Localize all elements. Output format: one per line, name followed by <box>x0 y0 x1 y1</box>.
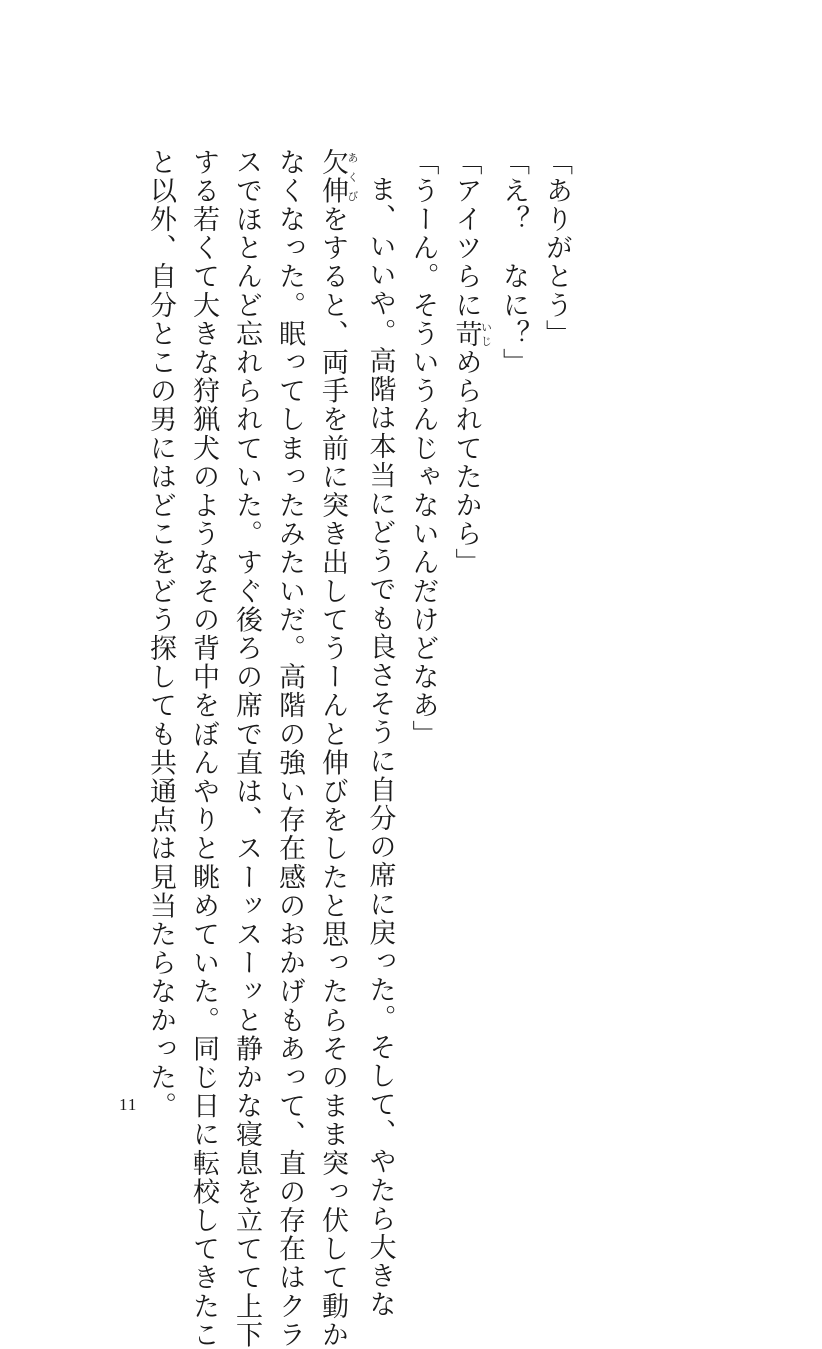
narration-line-2-rest: をすると、両手を前に突き出してうーんと伸びをしたと思ったらそのまま突っ伏して動か <box>317 205 348 1349</box>
narration-line-5: する若くて大きな狩猟犬のようなその背中をぼんやりと眺めていた。同じ日に転校してきたこ <box>188 148 219 1349</box>
dialogue-line-3 <box>445 148 493 1048</box>
ruby-ijime-base: 苛 <box>450 319 482 349</box>
ruby-akubi-reading: あくび <box>346 148 359 206</box>
vertical-text-body <box>139 148 578 1349</box>
narration-line-3: なくなった。眠ってしまったみたいだ。高階の強い存在感のおかげもあって、直の存在はクラ <box>274 148 305 1349</box>
dialogue-line-2: 「え？ なに？」 <box>498 148 529 377</box>
page-number: 11 <box>119 1095 138 1114</box>
narration-line-4: スでほとんど忘れられていた。すぐ後ろの席で直は、スーッスーッと静かな寝息を立てて上下 <box>231 148 262 1349</box>
ruby-akubi <box>317 148 359 206</box>
dialogue-line-3-start: 「アイツらに <box>450 148 482 320</box>
narration-line-1: ま、いいや。高階は本当にどうでも良さそうに自分の席に戻った。そして、やたら大きな <box>364 175 396 1319</box>
ruby-ijime-reading: いじ <box>479 319 493 349</box>
narration-line-6: と以外、自分とこの男にはどこをどう探しても共通点は見当たらなかった。 <box>145 148 176 1121</box>
narration-line-2 <box>311 148 359 1349</box>
dialogue-line-3-end: められてたから」 <box>450 348 482 578</box>
ruby-ijime <box>450 319 493 349</box>
ruby-akubi-base: 欠伸 <box>317 148 348 206</box>
dialogue-line-4: 「うーん。そういうんじゃないんだけどなあ」 <box>407 148 439 749</box>
dialogue-line-1: 「ありがとう」 <box>541 148 572 349</box>
